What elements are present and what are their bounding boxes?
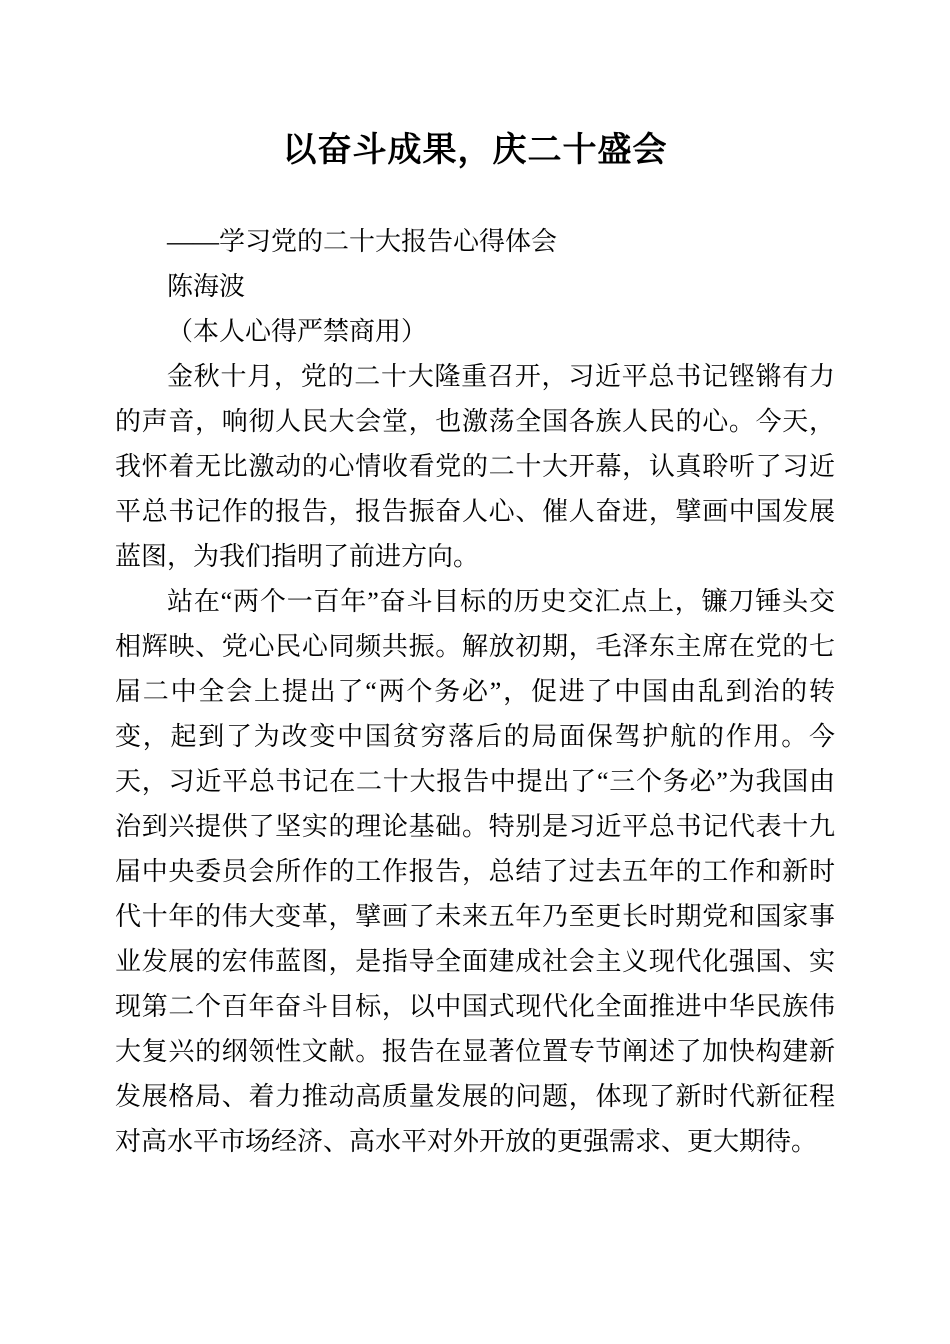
document-author: 陈海波 [167, 272, 246, 301]
document-subtitle: ——学习党的二十大报告心得体会 [167, 227, 558, 256]
document-disclaimer: （本人心得严禁商用） [167, 317, 428, 346]
paragraph: 站在“两个一百年”奋斗目标的历史交汇点上，镰刀锤头交相辉映、党心民心同频共振。解放初期，毛泽东主席在党的七届二中全会上提出了“两个务必”，促进了中国由乱到治的转变，起到了为改变中国贫穷落后的局面保驾护航的作用。今天，习近平总书记在二十大报告中提出了“三个务必”为我国由治到兴提供了坚实的理论基础。特别是习近平总书记代表十九届中央委员会所作的工作报告，总结了过去五年的工作和新时代十年的伟大变革，擘画了未来五年乃至更长时期党和国家事业发展的宏伟蓝图，是指导全面建成社会主义现代化强国、实现第二个百年奋斗目标，以中国式现代化全面推进中华民族伟大复兴的纲领性文献。报告在显著位置专节阐述了加快构建新发展格局、着力推动高质量发展的问题，体现了新时代新征程对高水平市场经济、高水平对外开放的更强需求、更大期待。 [115, 587, 835, 1156]
paragraph: 金秋十月，党的二十大隆重召开，习近平总书记铿锵有力的声音，响彻人民大会堂，也激荡全国各族人民的心。今天，我怀着无比激动的心情收看党的二十大开幕，认真聆听了习近平总书记作的报告，报告振奋人心、催人奋进，擘画中国发展蓝图，为我们指明了前进方向。 [115, 362, 835, 571]
document-title: 以奋斗成果，庆二十盛会 [282, 132, 668, 169]
